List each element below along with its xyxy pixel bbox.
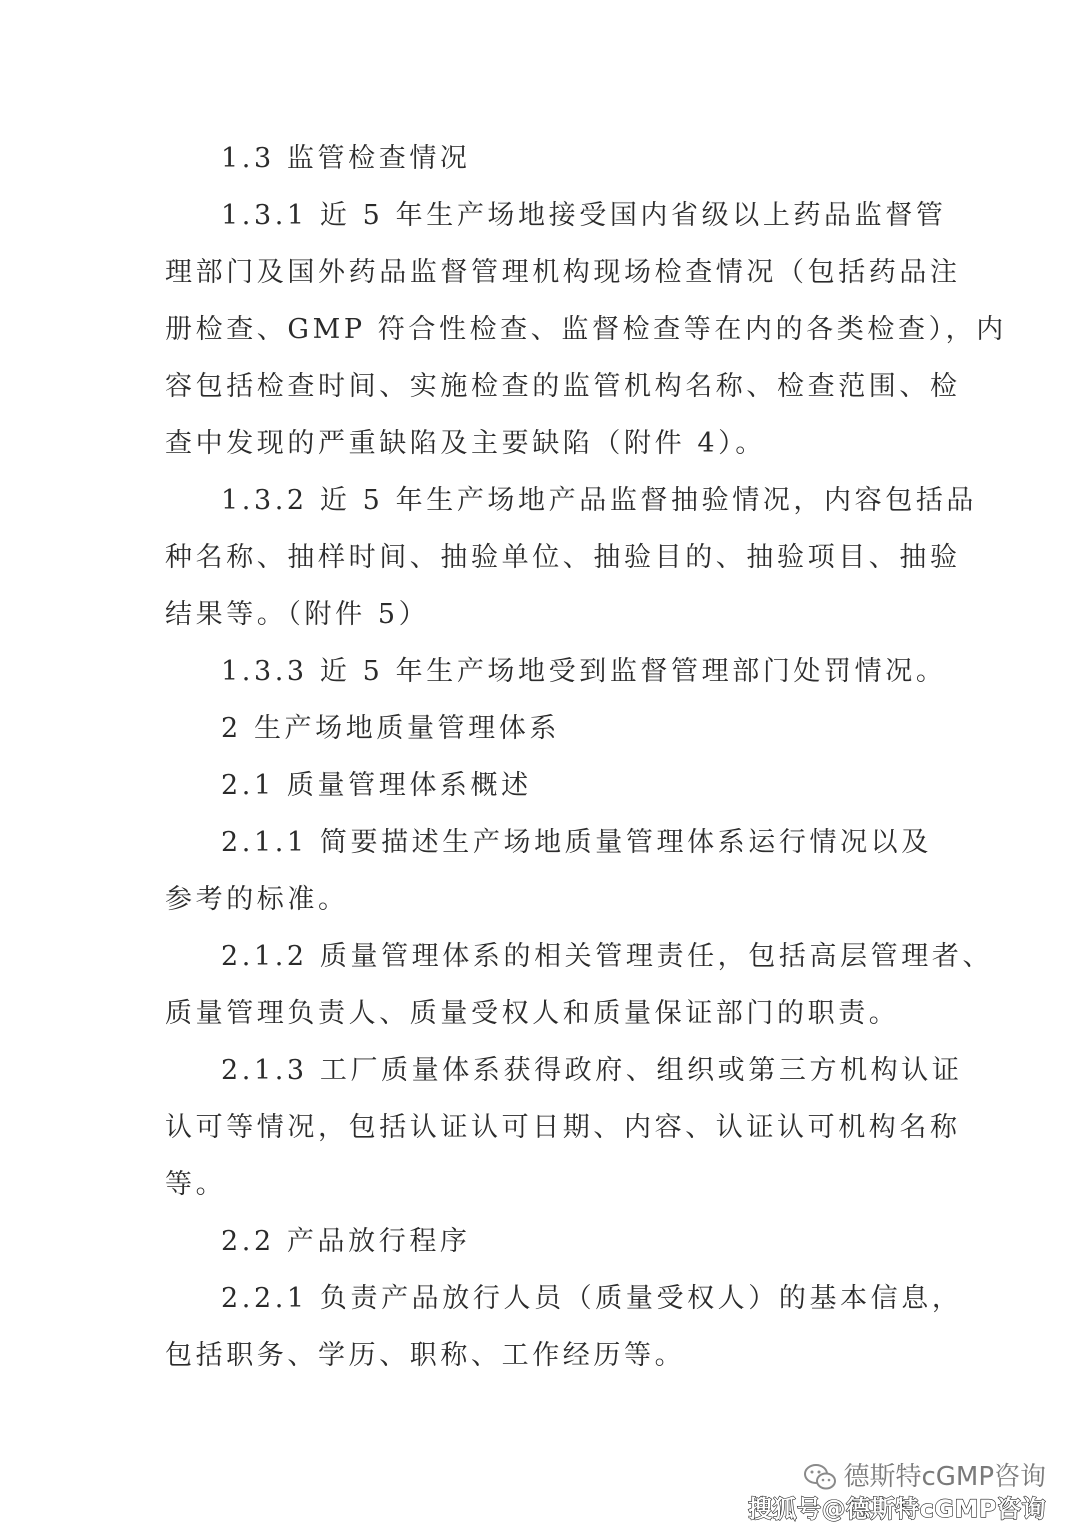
paragraph-2-1-3-line-3: 等。 (165, 1169, 227, 1200)
paragraph-2-1-1-line-1: 2.1.1 简要描述生产场地质量管理体系运行情况以及 (221, 827, 932, 858)
watermark-account-name: 德斯特cGMP咨询 (843, 1462, 1046, 1492)
section-heading-1-3: 1.3 监管检查情况 (221, 143, 471, 174)
paragraph-2-2-1-line-1: 2.2.1 负责产品放行人员（质量受权人）的基本信息， (221, 1283, 963, 1314)
document-body (165, 130, 1007, 1384)
paragraph-1-3-2-line-3: 结果等。（附件 5） (165, 599, 430, 630)
paragraph-1-3-3: 1.3.3 近 5 年生产场地受到监督管理部门处罚情况。 (221, 656, 947, 687)
section-heading-2-1: 2.1 质量管理体系概述 (221, 770, 532, 801)
paragraph-2-1-2-line-1: 2.1.2 质量管理体系的相关管理责任，包括高层管理者、 (221, 941, 994, 972)
section-heading-2-2: 2.2 产品放行程序 (221, 1226, 471, 1257)
paragraph-1-3-1-line-4: 容包括检查时间、实施检查的监管机构名称、检查范围、检 (165, 371, 961, 402)
watermark-account-row (748, 1460, 1046, 1494)
watermark-source: 搜狐号@德斯特cGMP咨询 (748, 1495, 1046, 1523)
paragraph-1-3-2-line-2: 种名称、抽样时间、抽验单位、抽验目的、抽验项目、抽验 (165, 542, 961, 573)
paragraph-1-3-1-line-2: 理部门及国外药品监督管理机构现场检查情况（包括药品注 (165, 257, 961, 288)
paragraph-1-3-1-line-1: 1.3.1 近 5 年生产场地接受国内省级以上药品监督管 (221, 200, 947, 231)
paragraph-2-2-1-line-2: 包括职务、学历、职称、工作经历等。 (165, 1340, 686, 1371)
paragraph-1-3-1-line-5: 查中发现的严重缺陷及主要缺陷（附件 4）。 (165, 428, 766, 459)
paragraph-2-1-3-line-1: 2.1.3 工厂质量体系获得政府、组织或第三方机构认证 (221, 1055, 963, 1086)
section-heading-2: 2 生产场地质量管理体系 (221, 713, 560, 744)
watermark (748, 1460, 1046, 1524)
paragraph-2-1-1-line-2: 参考的标准。 (165, 884, 349, 915)
wechat-icon (803, 1463, 837, 1491)
paragraph-1-3-2-line-1: 1.3.2 近 5 年生产场地产品监督抽验情况，内容包括品 (221, 485, 978, 516)
paragraph-2-1-2-line-2: 质量管理负责人、质量受权人和质量保证部门的职责。 (165, 998, 900, 1029)
paragraph-2-1-3-line-2: 认可等情况，包括认证认可日期、内容、认证认可机构名称 (165, 1112, 961, 1143)
paragraph-1-3-1-line-3: 册检查、GMP 符合性检查、监督检查等在内的各类检查），内 (165, 314, 1007, 345)
